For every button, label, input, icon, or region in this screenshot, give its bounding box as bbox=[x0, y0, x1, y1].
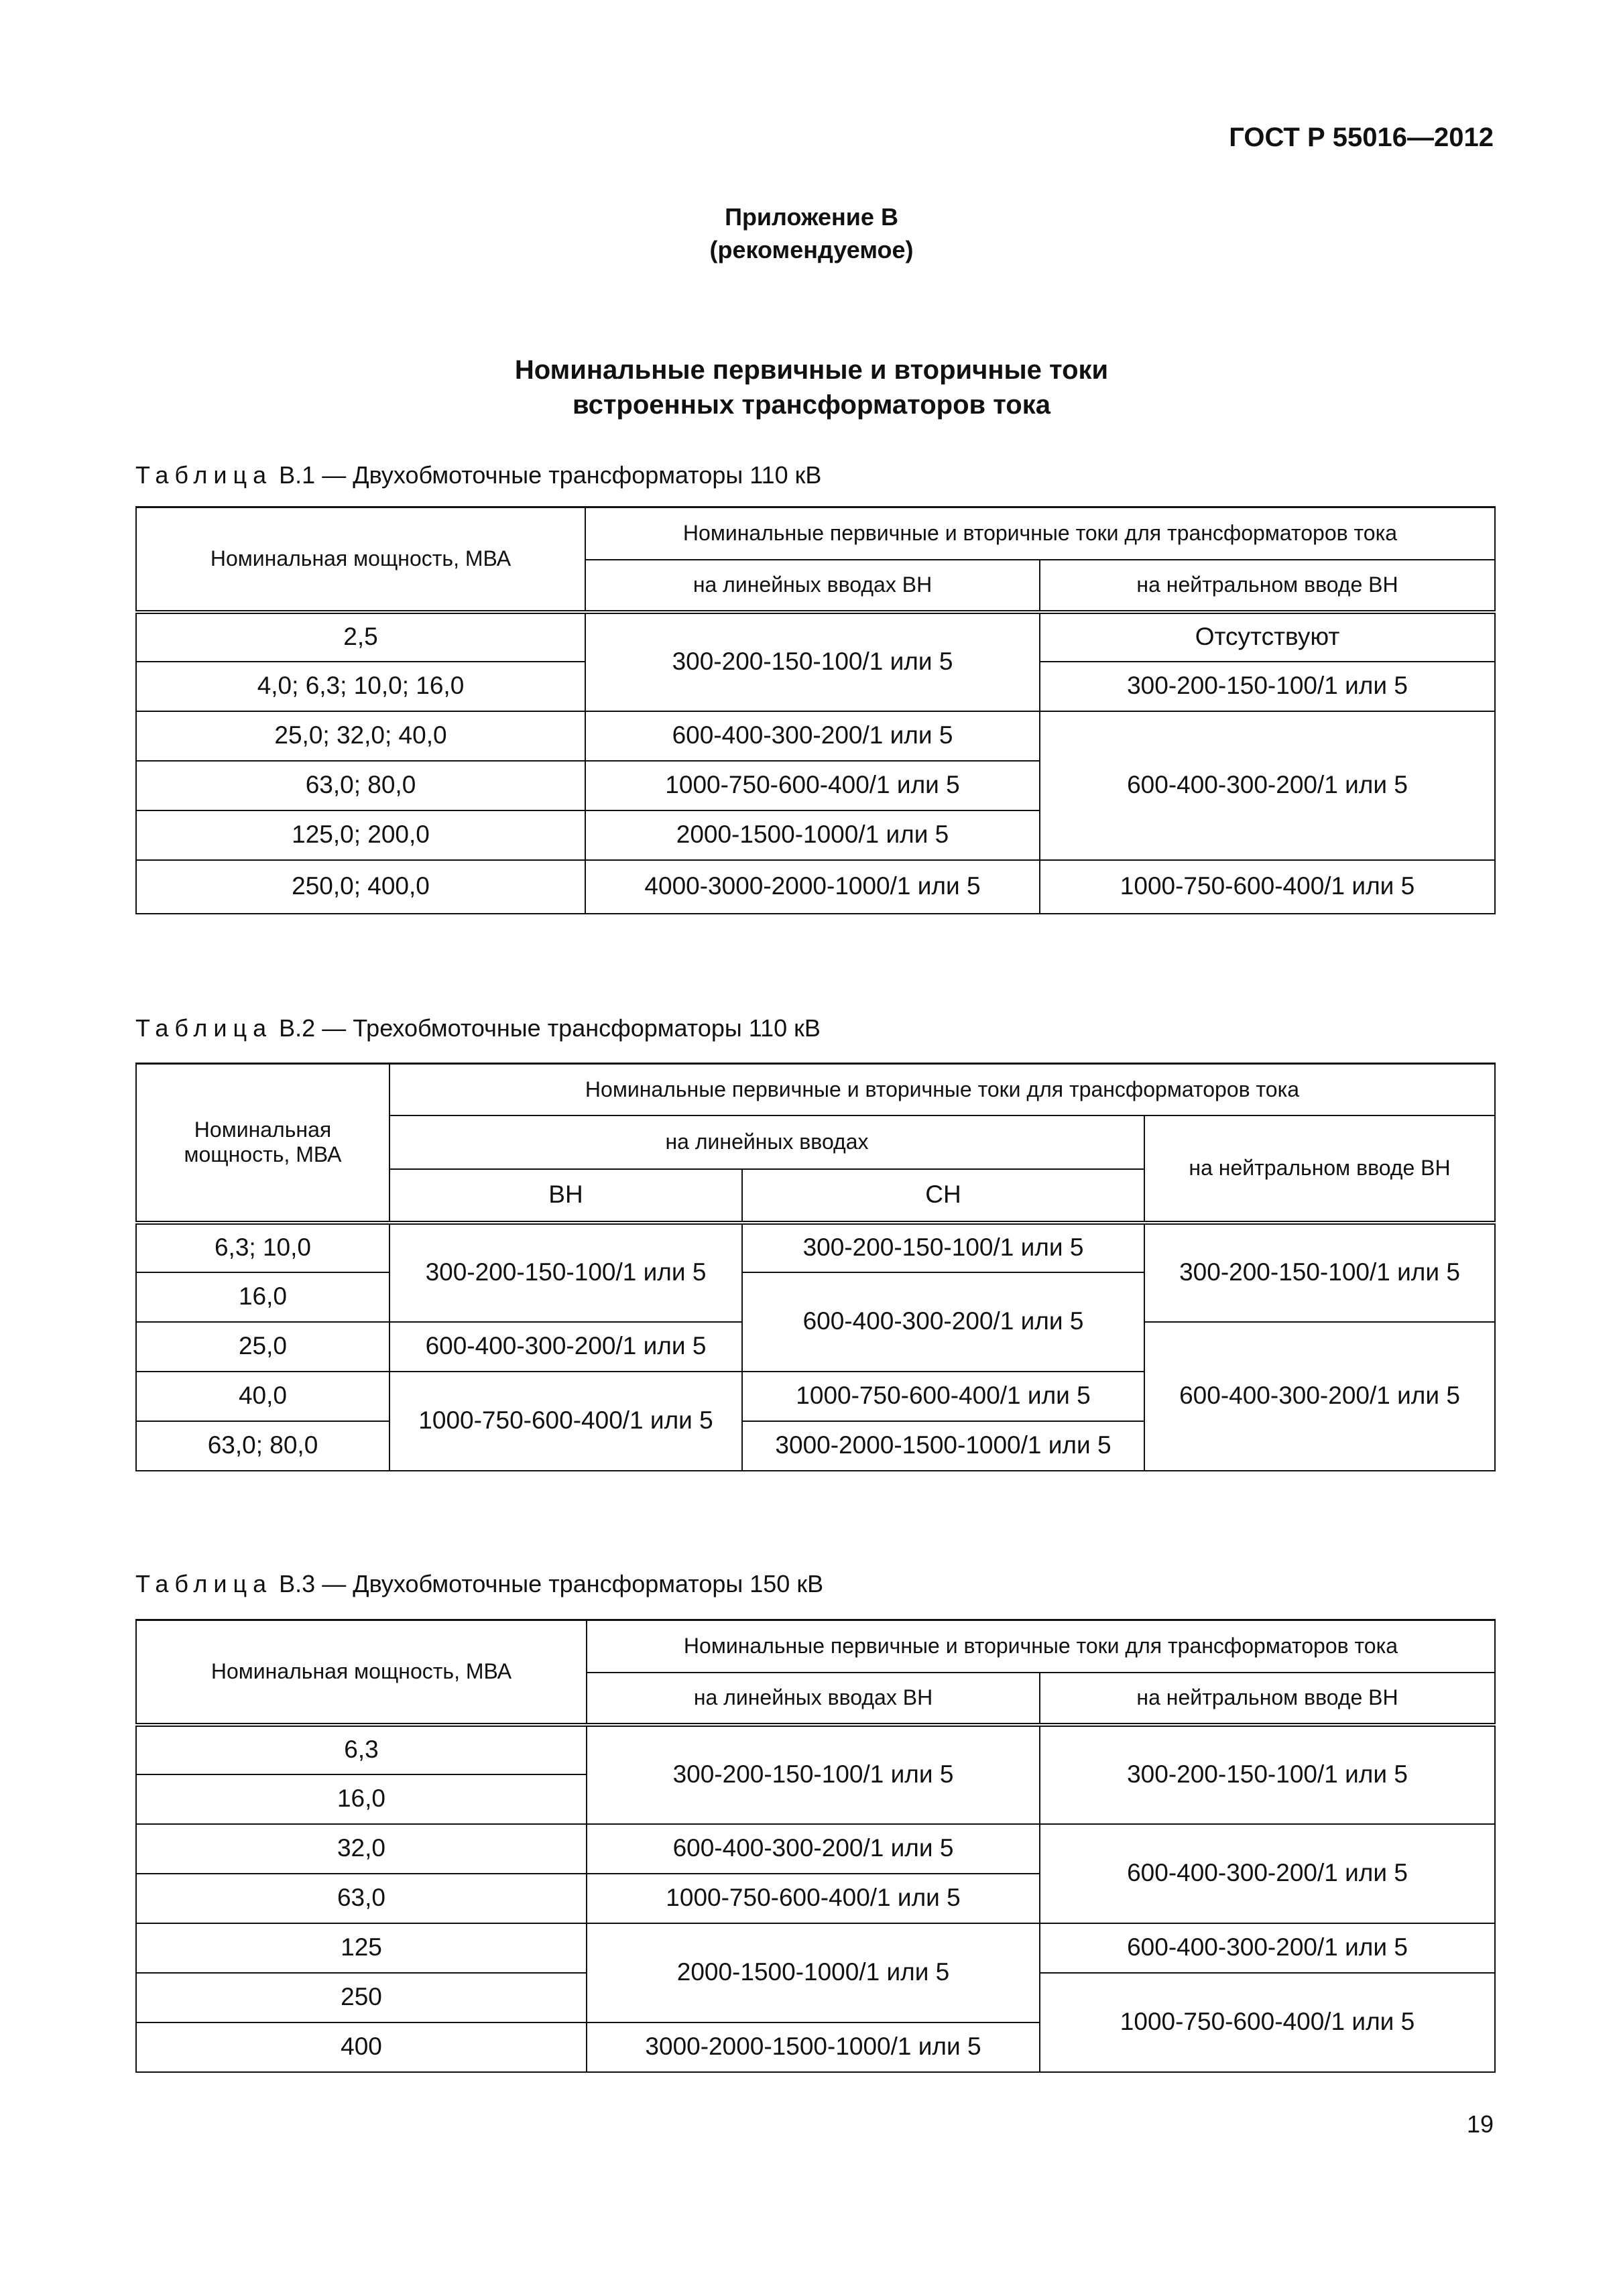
cell-neutral-current: 1000-750-600-400/1 или 5 bbox=[1040, 1973, 1495, 2072]
header-power: Номинальная мощность, МВА bbox=[136, 507, 585, 612]
cell-neutral-current: 600-400-300-200/1 или 5 bbox=[1144, 1322, 1495, 1471]
header-vn: ВН bbox=[389, 1169, 742, 1223]
header-neutral-input: на нейтральном вводе ВН bbox=[1144, 1115, 1495, 1223]
header-neutral-input: на нейтральном вводе ВН bbox=[1040, 1673, 1495, 1725]
cell-neutral-current: 300-200-150-100/1 или 5 bbox=[1040, 1725, 1495, 1824]
cell-line-current: 4000-3000-2000-1000/1 или 5 bbox=[585, 860, 1040, 914]
cell-sn-current: 3000-2000-1500-1000/1 или 5 bbox=[742, 1421, 1144, 1471]
appendix-title: Приложение В bbox=[725, 203, 898, 231]
cell-power: 63,0 bbox=[136, 1874, 587, 1923]
cell-power: 63,0; 80,0 bbox=[136, 1421, 389, 1471]
cell-power: 6,3 bbox=[136, 1725, 587, 1774]
header-currents: Номинальные первичные и вторичные токи для трансформаторов тока bbox=[587, 1620, 1495, 1673]
header-currents: Номинальные первичные и вторичные токи для трансформаторов тока bbox=[585, 507, 1495, 560]
cell-neutral-current: 600-400-300-200/1 или 5 bbox=[1040, 1824, 1495, 1923]
cell-sn-current: 600-400-300-200/1 или 5 bbox=[742, 1272, 1144, 1372]
table-2-caption bbox=[135, 1014, 821, 1042]
cell-line-current: 2000-1500-1000/1 или 5 bbox=[587, 1923, 1040, 2022]
cell-power: 125 bbox=[136, 1923, 587, 1973]
table-2-caption-prefix: Таблица bbox=[135, 1014, 273, 1042]
cell-power: 125,0; 200,0 bbox=[136, 810, 585, 860]
table-1-caption bbox=[135, 461, 821, 489]
cell-line-current: 1000-750-600-400/1 или 5 bbox=[585, 761, 1040, 810]
cell-neutral-current: 1000-750-600-400/1 или 5 bbox=[1040, 860, 1495, 914]
table-3 bbox=[135, 1619, 1496, 2073]
cell-line-current: 600-400-300-200/1 или 5 bbox=[585, 711, 1040, 761]
cell-power: 16,0 bbox=[136, 1272, 389, 1322]
cell-vn-current: 600-400-300-200/1 или 5 bbox=[389, 1322, 742, 1372]
cell-line-current: 2000-1500-1000/1 или 5 bbox=[585, 810, 1040, 860]
cell-power: 400 bbox=[136, 2022, 587, 2072]
cell-neutral-current: 300-200-150-100/1 или 5 bbox=[1144, 1223, 1495, 1322]
cell-neutral-current: 300-200-150-100/1 или 5 bbox=[1040, 662, 1495, 711]
header-line-inputs: на линейных вводах bbox=[389, 1115, 1144, 1169]
cell-power: 2,5 bbox=[136, 612, 585, 662]
cell-power: 25,0; 32,0; 40,0 bbox=[136, 711, 585, 761]
table-3-caption-text: В.3 — Двухобмоточные трансформаторы 150 кВ bbox=[272, 1570, 824, 1597]
header-neutral-input: на нейтральном вводе ВН bbox=[1040, 560, 1495, 612]
header-power: Номинальная мощность, МВА bbox=[136, 1064, 389, 1223]
table-2 bbox=[135, 1063, 1496, 1471]
cell-line-current: 600-400-300-200/1 или 5 bbox=[587, 1824, 1040, 1874]
header-line-inputs: на линейных вводах ВН bbox=[587, 1673, 1040, 1725]
cell-power: 63,0; 80,0 bbox=[136, 761, 585, 810]
cell-line-current: 3000-2000-1500-1000/1 или 5 bbox=[587, 2022, 1040, 2072]
cell-power: 40,0 bbox=[136, 1372, 389, 1421]
section-heading-line-1: Номинальные первичные и вторичные токи bbox=[514, 355, 1109, 385]
cell-sn-current: 1000-750-600-400/1 или 5 bbox=[742, 1372, 1144, 1421]
cell-neutral-current: 600-400-300-200/1 или 5 bbox=[1040, 1923, 1495, 1973]
cell-line-current: 300-200-150-100/1 или 5 bbox=[587, 1725, 1040, 1824]
cell-vn-current: 1000-750-600-400/1 или 5 bbox=[389, 1372, 742, 1471]
section-heading-line-2: встроенных трансформаторов тока bbox=[572, 390, 1050, 420]
cell-vn-current: 300-200-150-100/1 или 5 bbox=[389, 1223, 742, 1322]
table-1-caption-text: В.1 — Двухобмоточные трансформаторы 110 кВ bbox=[272, 461, 822, 489]
cell-line-current: 300-200-150-100/1 или 5 bbox=[585, 612, 1040, 711]
header-currents: Номинальные первичные и вторичные токи для трансформаторов тока bbox=[389, 1064, 1495, 1115]
cell-power: 32,0 bbox=[136, 1824, 587, 1874]
cell-sn-current: 300-200-150-100/1 или 5 bbox=[742, 1223, 1144, 1272]
appendix-status: (рекомендуемое) bbox=[709, 236, 914, 263]
table-3-caption-prefix: Таблица bbox=[135, 1570, 273, 1597]
header-power: Номинальная мощность, МВА bbox=[136, 1620, 587, 1725]
table-1-caption-prefix: Таблица bbox=[135, 461, 273, 489]
table-2-caption-text: В.2 — Трехобмоточные трансформаторы 110 кВ bbox=[272, 1014, 821, 1042]
cell-power: 6,3; 10,0 bbox=[136, 1223, 389, 1272]
page-number: 19 bbox=[1466, 2110, 1494, 2138]
table-3-caption bbox=[135, 1570, 823, 1598]
header-sn: СН bbox=[742, 1169, 1144, 1223]
header-line-inputs: на линейных вводах ВН bbox=[585, 560, 1040, 612]
cell-power: 250,0; 400,0 bbox=[136, 860, 585, 914]
cell-power: 250 bbox=[136, 1973, 587, 2022]
cell-line-current: 1000-750-600-400/1 или 5 bbox=[587, 1874, 1040, 1923]
cell-neutral-current: Отсутствуют bbox=[1040, 612, 1495, 662]
cell-power: 25,0 bbox=[136, 1322, 389, 1372]
cell-power: 16,0 bbox=[136, 1774, 587, 1824]
cell-power: 4,0; 6,3; 10,0; 16,0 bbox=[136, 662, 585, 711]
standard-code: ГОСТ Р 55016—2012 bbox=[1229, 123, 1494, 152]
table-1 bbox=[135, 506, 1496, 914]
cell-neutral-current: 600-400-300-200/1 или 5 bbox=[1040, 711, 1495, 860]
